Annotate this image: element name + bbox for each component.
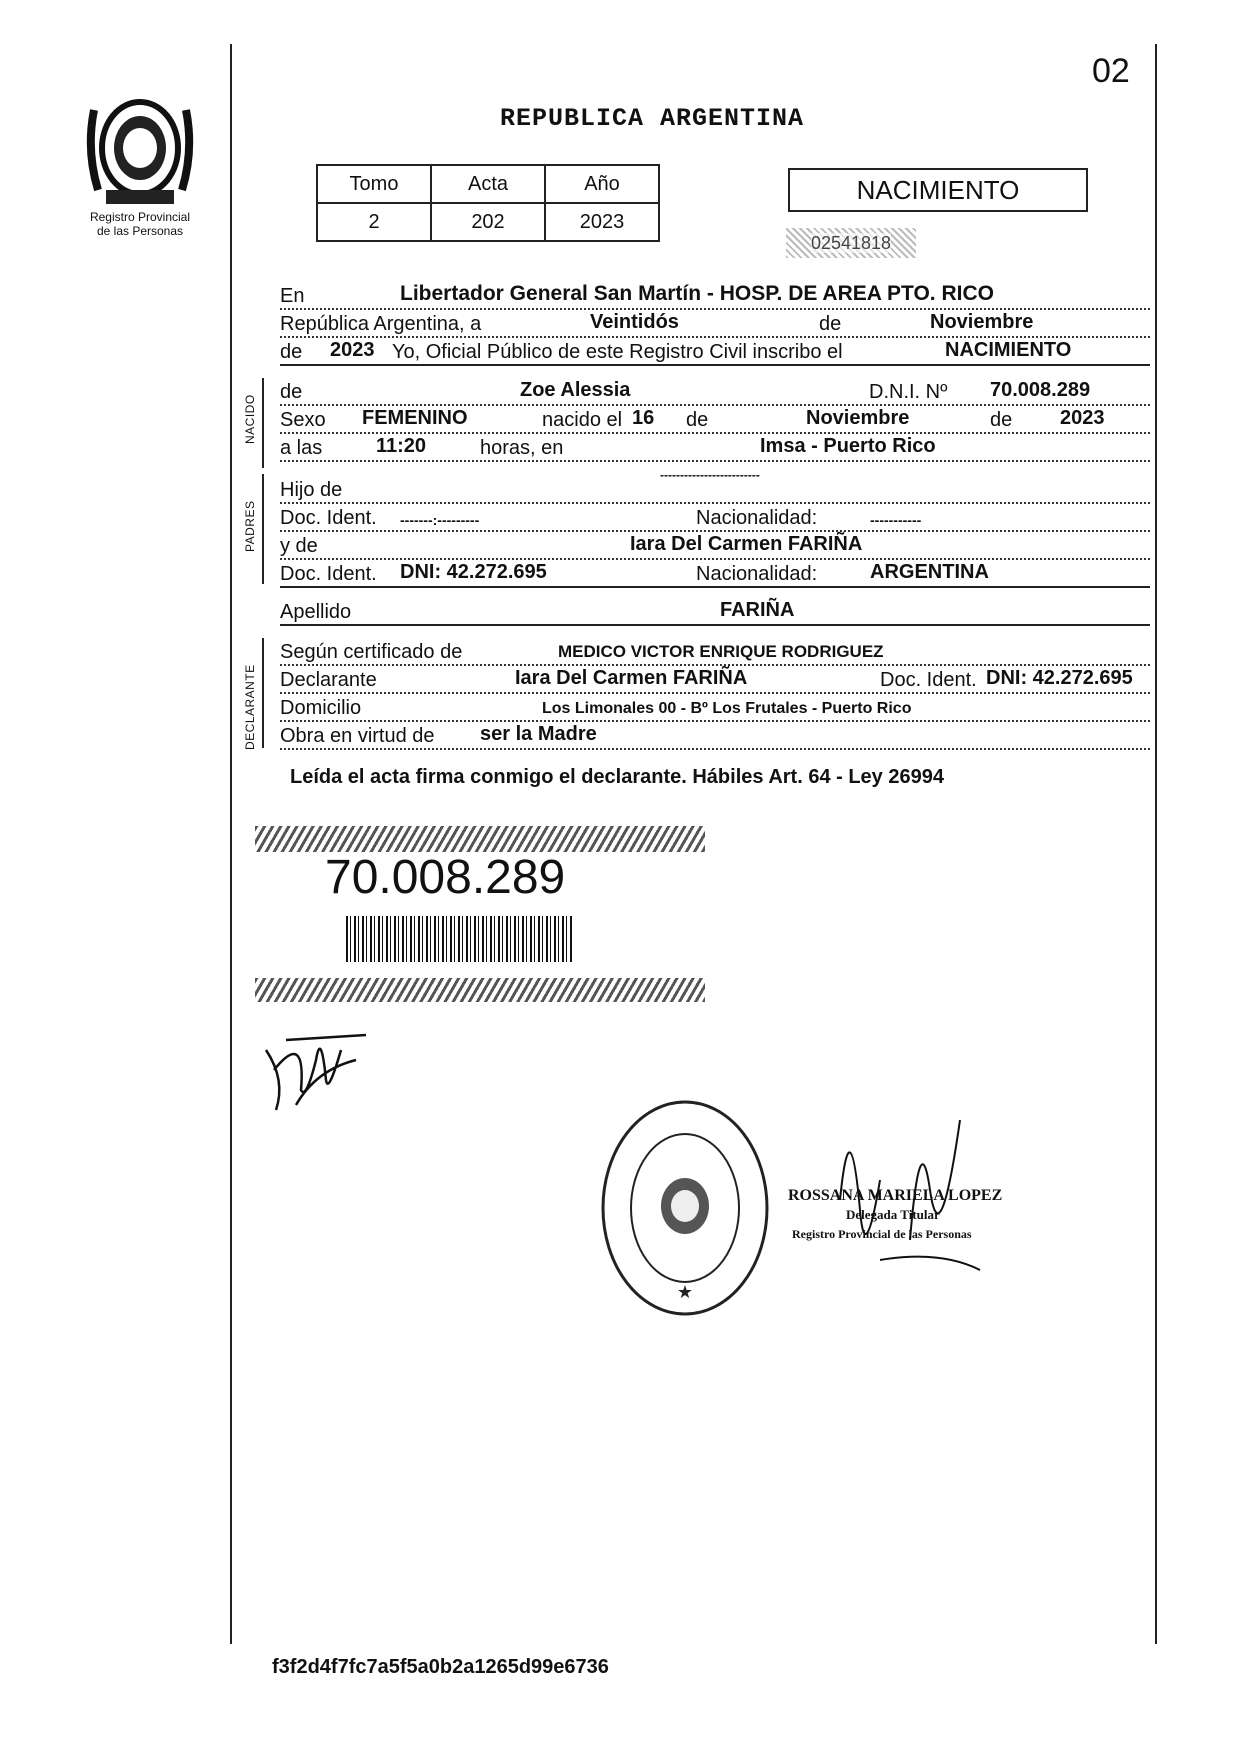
nacido-mes-value: Noviembre	[806, 407, 910, 429]
record-value-acta: 202	[431, 203, 545, 241]
official-role: Delegada Titular	[846, 1207, 940, 1222]
dom-value: Los Limonales 00 - Bº Los Frutales - Puerto Rico	[542, 700, 912, 717]
record-header-acta: Acta	[431, 165, 545, 203]
row-apellido	[280, 596, 1150, 626]
logo-seal-text	[84, 90, 85, 91]
row-certificado	[280, 636, 1150, 666]
obra-value: ser la Madre	[480, 723, 597, 745]
coat-of-arms-icon	[84, 90, 196, 215]
stamp-seal-icon	[600, 1098, 770, 1318]
nacido-de2-label: de	[682, 409, 712, 432]
nacido-de3-label: de	[986, 409, 1016, 432]
record-type-box: NACIMIENTO	[788, 168, 1088, 212]
closing-text: Leída el acta firma conmigo el declarante. Hábiles Art. 64 - Ley 26994	[290, 766, 944, 788]
nac1-value: -----------	[870, 512, 922, 528]
de-label: de	[815, 313, 845, 336]
tipo-value: NACIMIENTO	[945, 339, 1072, 361]
doc1-label: Doc. Ident.	[280, 507, 381, 530]
yde-label: y de	[280, 535, 322, 558]
record-value-tomo: 2	[317, 203, 431, 241]
doc2-value: DNI: 42.272.695	[400, 561, 547, 583]
nacido-bracket	[262, 378, 270, 468]
oficial-text: Yo, Oficial Público de este Registro Civil inscribo el	[388, 341, 847, 364]
dni-pattern-bottom	[255, 978, 705, 1002]
record-value-anio: 2023	[545, 203, 659, 241]
row-en	[280, 280, 1150, 310]
horas-label: horas, en	[476, 437, 567, 460]
stamp-number	[786, 228, 916, 258]
sexo-label: Sexo	[280, 409, 330, 432]
cert-label: Según certificado de	[280, 641, 466, 664]
row-y-de	[280, 530, 1150, 560]
declarant-signature	[246, 1010, 376, 1120]
doc1-value: -------:---------	[400, 512, 480, 528]
svg-text:★: ★	[676, 1282, 694, 1302]
lugar-value: Imsa - Puerto Rico	[760, 435, 936, 457]
dni-value: 70.008.289	[990, 379, 1091, 401]
doc2-label: Doc. Ident.	[280, 563, 381, 586]
padres-bracket	[262, 474, 270, 584]
row-nacido-nombre	[280, 376, 1150, 406]
republica-label: República Argentina, a	[280, 313, 485, 336]
nacido-anio-value: 2023	[1060, 407, 1105, 429]
right-margin-line	[1155, 44, 1157, 1644]
official-name: ROSSANA MARIELA LOPEZ	[788, 1187, 1003, 1204]
sexo-value: FEMENINO	[362, 407, 468, 429]
nacido-de-label: de	[280, 381, 306, 404]
apellido-value: FARIÑA	[720, 599, 795, 621]
apellido-label: Apellido	[280, 601, 355, 624]
nacido-el-label: nacido el	[538, 409, 626, 432]
page-number: 02	[1092, 52, 1130, 90]
document-title: REPUBLICA ARGENTINA	[500, 104, 805, 133]
declarante-bracket	[262, 638, 270, 748]
obra-label: Obra en virtud de	[280, 725, 439, 748]
footer-hash: f3f2d4f7fc7a5f5a0b2a1265d99e6736	[272, 1656, 609, 1678]
mes-value: Noviembre	[930, 311, 1034, 333]
row-doc2	[280, 558, 1150, 588]
record-table	[316, 164, 660, 242]
en-value: Libertador General San Martín - HOSP. DE AREA PTO. RICO	[400, 282, 994, 305]
dni-pattern-top	[255, 826, 705, 852]
dni-barcode	[346, 916, 572, 962]
row-hijo-de	[280, 468, 1150, 504]
row-domicilio	[280, 692, 1150, 722]
decl-doc-value: DNI: 42.272.695	[986, 667, 1133, 689]
row-doc1	[280, 502, 1150, 532]
row-nacido-sexo	[280, 404, 1150, 434]
en-label: En	[280, 285, 308, 308]
official-stamp	[600, 1098, 770, 1318]
hijo-value: -------------------------	[660, 468, 760, 482]
hijo-label: Hijo de	[280, 479, 346, 502]
official-org: Registro Provincial de las Personas	[792, 1227, 972, 1241]
stamp-number-text: 02541818	[810, 233, 892, 253]
decl-doc-label: Doc. Ident.	[876, 669, 981, 692]
dom-label: Domicilio	[280, 697, 365, 720]
registry-logo	[84, 90, 196, 238]
de2-label: de	[280, 341, 306, 364]
left-margin-line	[230, 44, 232, 1644]
stamp-inner-text	[600, 1098, 601, 1099]
row-declarante	[280, 664, 1150, 694]
decl-value: Iara Del Carmen FARIÑA	[515, 667, 748, 689]
row-republica	[280, 308, 1150, 338]
nac2-label: Nacionalidad:	[692, 563, 821, 586]
record-header-anio: Año	[545, 165, 659, 203]
declarante-section-label: DECLARANTE	[243, 664, 257, 750]
madre-value: Iara Del Carmen FARIÑA	[630, 533, 863, 555]
alas-label: a las	[280, 437, 326, 460]
cert-value: MEDICO VICTOR ENRIQUE RODRIGUEZ	[558, 642, 884, 661]
nac2-value: ARGENTINA	[870, 561, 989, 583]
logo-caption-line1: Registro Provincial	[89, 210, 191, 224]
dni-label: D.N.I. Nº	[865, 381, 951, 404]
logo-caption-line2: de las Personas	[96, 224, 184, 238]
padres-section-label: PADRES	[243, 500, 257, 552]
dni-number: 70.008.289	[325, 851, 566, 904]
decl-label: Declarante	[280, 669, 381, 692]
row-oficial	[280, 336, 1150, 366]
nac1-label: Nacionalidad:	[692, 507, 821, 530]
nombre-value: Zoe Alessia	[520, 379, 631, 401]
nacido-dia-value: 16	[632, 407, 655, 429]
dia-value: Veintidós	[590, 311, 679, 333]
hora-value: 11:20	[376, 435, 427, 457]
anio-value: 2023	[330, 339, 375, 361]
row-obra	[280, 720, 1150, 750]
record-header-tomo: Tomo	[317, 165, 431, 203]
row-nacido-hora	[280, 432, 1150, 462]
nacido-section-label: NACIDO	[243, 394, 257, 444]
